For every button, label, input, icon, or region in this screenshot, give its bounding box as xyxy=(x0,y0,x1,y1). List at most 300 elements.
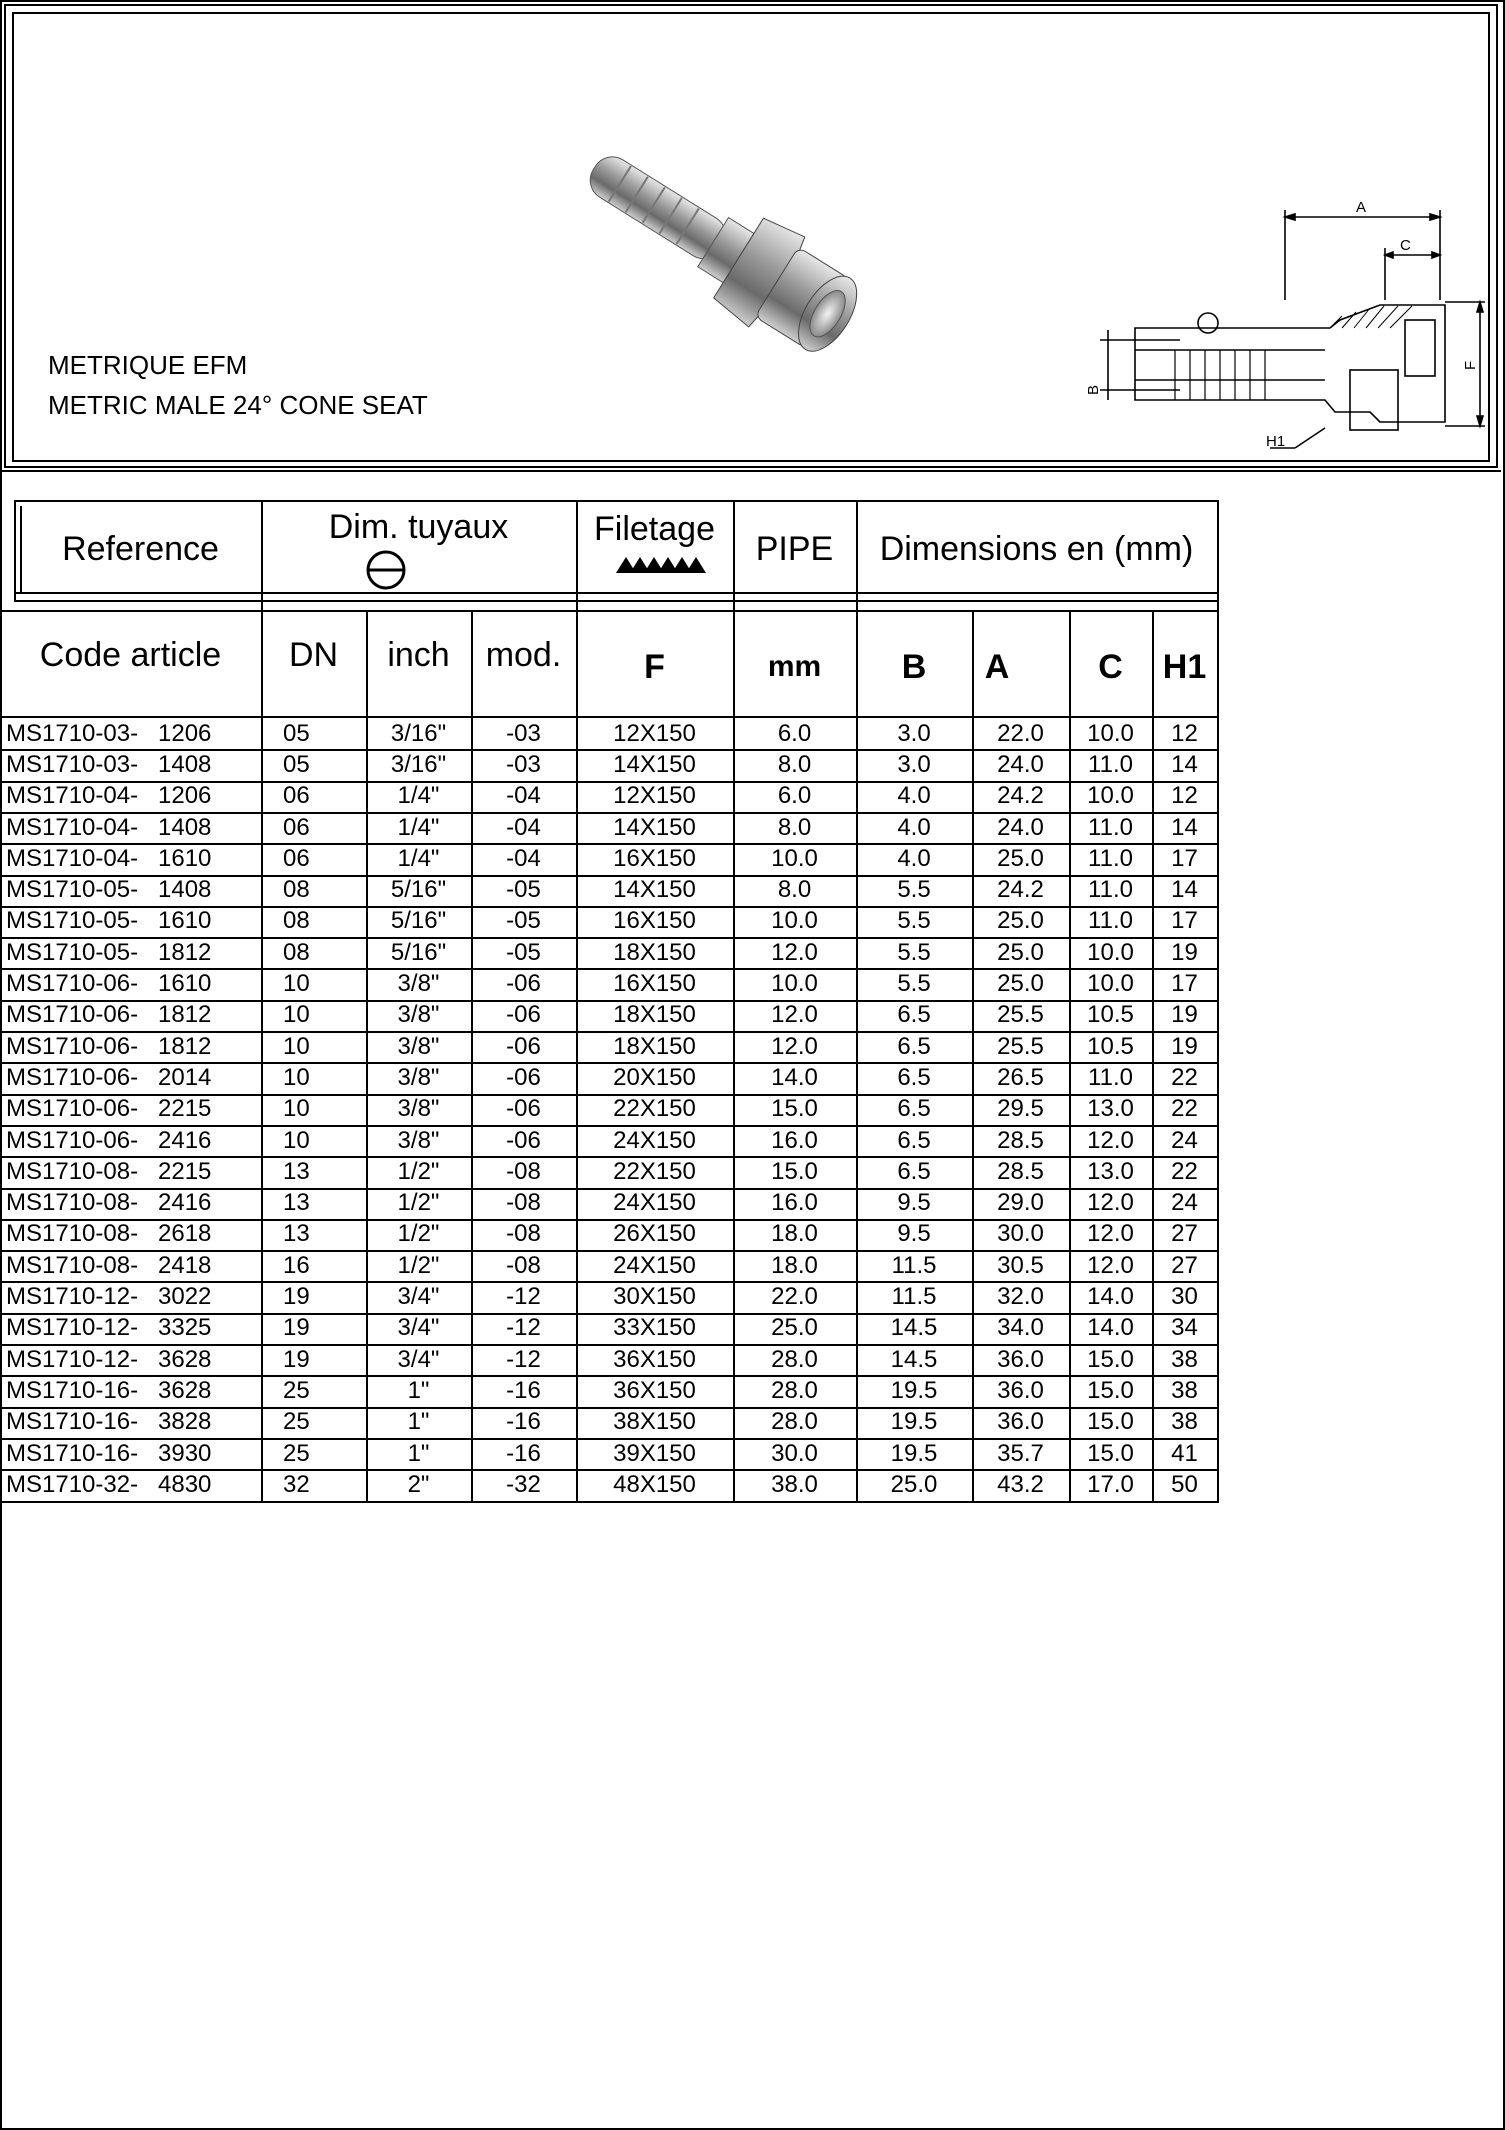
row-a: 43.2 xyxy=(997,1470,1044,1498)
row-size: 1812 xyxy=(158,938,212,966)
row-f: 26X150 xyxy=(613,1220,696,1248)
row-f: 30X150 xyxy=(613,1283,696,1311)
title-french: METRIQUE EFM xyxy=(48,350,248,380)
row-size: 3828 xyxy=(158,1408,212,1436)
row-h1: 30 xyxy=(1171,1283,1198,1311)
row-f: 48X150 xyxy=(613,1470,696,1498)
row-code: MS1710-32- xyxy=(6,1470,139,1498)
row-c: 12.0 xyxy=(1087,1126,1134,1154)
row-a: 36.0 xyxy=(997,1408,1044,1436)
row-mod: -06 xyxy=(506,1032,541,1060)
fitting-product-image xyxy=(560,130,890,370)
row-a: 26.5 xyxy=(997,1063,1044,1091)
row-a: 25.5 xyxy=(997,1032,1044,1060)
row-c: 12.0 xyxy=(1087,1189,1134,1217)
row-size: 2416 xyxy=(158,1189,212,1217)
row-size: 2418 xyxy=(158,1251,212,1279)
row-size: 3930 xyxy=(158,1439,212,1467)
row-h1: 19 xyxy=(1171,1001,1198,1029)
row-f: 18X150 xyxy=(613,1001,696,1029)
row-f: 24X150 xyxy=(613,1251,696,1279)
row-mod: -32 xyxy=(506,1470,541,1498)
header-filetage: Filetage xyxy=(594,509,715,548)
col-dn: DN xyxy=(288,635,339,674)
row-b: 5.5 xyxy=(897,970,931,998)
row-mm: 28.0 xyxy=(771,1345,818,1373)
row-mod: -16 xyxy=(506,1376,541,1404)
row-mm: 6.0 xyxy=(777,719,812,747)
fitting-dimension-drawing xyxy=(1080,190,1500,460)
row-size: 1408 xyxy=(158,750,212,778)
row-dn: 19 xyxy=(283,1314,310,1342)
row-f: 36X150 xyxy=(613,1376,696,1404)
row-code: MS1710-03- xyxy=(6,719,139,747)
row-mod: -08 xyxy=(506,1251,541,1279)
row-h1: 14 xyxy=(1171,876,1198,904)
row-a: 35.7 xyxy=(997,1439,1044,1467)
row-a: 36.0 xyxy=(997,1376,1044,1404)
row-code: MS1710-08- xyxy=(6,1251,139,1279)
row-a: 30.0 xyxy=(997,1220,1044,1248)
col-b: B xyxy=(901,647,927,686)
row-inch: 3/16" xyxy=(390,719,447,747)
row-size: 3325 xyxy=(158,1314,212,1342)
row-h1: 19 xyxy=(1171,1032,1198,1060)
row-mm: 12.0 xyxy=(771,1001,818,1029)
row-a: 24.2 xyxy=(997,782,1044,810)
col-code-article: Code article xyxy=(39,635,222,674)
col-f: F xyxy=(644,647,665,686)
row-mm: 8.0 xyxy=(777,750,812,778)
row-f: 20X150 xyxy=(613,1063,696,1091)
row-code: MS1710-05- xyxy=(6,876,139,904)
row-mm: 12.0 xyxy=(771,938,818,966)
row-h1: 12 xyxy=(1171,719,1198,747)
row-h1: 34 xyxy=(1171,1314,1198,1342)
row-c: 14.0 xyxy=(1087,1314,1134,1342)
row-inch: 5/16" xyxy=(390,907,447,935)
row-dn: 06 xyxy=(283,844,310,872)
row-h1: 27 xyxy=(1171,1220,1198,1248)
row-inch: 1" xyxy=(407,1439,430,1467)
row-mod: -16 xyxy=(506,1408,541,1436)
row-c: 11.0 xyxy=(1088,1063,1133,1091)
row-c: 15.0 xyxy=(1087,1439,1134,1467)
row-f: 12X150 xyxy=(613,782,696,810)
row-code: MS1710-12- xyxy=(6,1345,139,1373)
row-mm: 18.0 xyxy=(771,1220,818,1248)
row-h1: 38 xyxy=(1171,1345,1198,1373)
row-inch: 1/2" xyxy=(397,1189,440,1217)
row-mm: 38.0 xyxy=(771,1470,818,1498)
row-inch: 1/4" xyxy=(397,844,440,872)
row-b: 5.5 xyxy=(897,876,931,904)
row-dn: 10 xyxy=(283,1095,310,1123)
row-inch: 1/4" xyxy=(397,813,440,841)
row-f: 36X150 xyxy=(613,1345,696,1373)
row-b: 4.0 xyxy=(897,813,931,841)
row-a: 24.0 xyxy=(997,750,1044,778)
header-divider xyxy=(0,470,1501,472)
row-mod: -12 xyxy=(506,1314,541,1342)
row-mm: 10.0 xyxy=(771,844,818,872)
row-f: 24X150 xyxy=(613,1126,696,1154)
row-h1: 17 xyxy=(1171,970,1198,998)
row-f: 33X150 xyxy=(613,1314,696,1342)
row-c: 10.5 xyxy=(1087,1001,1134,1029)
row-f: 16X150 xyxy=(613,907,696,935)
row-a: 34.0 xyxy=(997,1314,1044,1342)
row-h1: 50 xyxy=(1171,1470,1198,1498)
thread-icon xyxy=(612,553,708,577)
header-reference: Reference xyxy=(62,529,219,568)
row-code: MS1710-05- xyxy=(6,938,139,966)
row-size: 3628 xyxy=(158,1345,212,1373)
row-dn: 13 xyxy=(283,1220,310,1248)
col-c: C xyxy=(1098,647,1123,686)
row-code: MS1710-06- xyxy=(6,1126,139,1154)
col-h1: H1 xyxy=(1162,647,1207,686)
col-mm: mm xyxy=(767,650,822,683)
row-b: 19.5 xyxy=(890,1376,938,1404)
row-mod: -03 xyxy=(506,719,541,747)
row-f: 16X150 xyxy=(613,844,696,872)
row-h1: 22 xyxy=(1171,1157,1198,1185)
row-c: 11.0 xyxy=(1088,813,1133,841)
row-mod: -08 xyxy=(506,1157,541,1185)
row-mod: -05 xyxy=(506,938,541,966)
row-a: 29.0 xyxy=(997,1189,1044,1217)
row-dn: 06 xyxy=(283,813,310,841)
row-code: MS1710-08- xyxy=(6,1189,139,1217)
row-inch: 2" xyxy=(407,1470,430,1498)
row-size: 3022 xyxy=(158,1283,212,1311)
row-f: 22X150 xyxy=(613,1157,696,1185)
row-b: 3.0 xyxy=(897,719,931,747)
row-size: 1206 xyxy=(158,782,212,810)
row-mm: 18.0 xyxy=(771,1251,818,1279)
row-h1: 38 xyxy=(1171,1408,1198,1436)
row-mod: -05 xyxy=(506,907,541,935)
row-c: 11.0 xyxy=(1088,844,1133,872)
row-mm: 25.0 xyxy=(771,1314,818,1342)
row-size: 2215 xyxy=(158,1095,212,1123)
row-h1: 27 xyxy=(1171,1251,1198,1279)
row-dn: 10 xyxy=(283,1032,310,1060)
row-inch: 3/4" xyxy=(397,1345,440,1373)
row-dn: 08 xyxy=(283,876,310,904)
row-mod: -08 xyxy=(506,1220,541,1248)
row-inch: 3/8" xyxy=(397,1126,440,1154)
row-dn: 13 xyxy=(283,1157,310,1185)
row-mm: 22.0 xyxy=(771,1283,818,1311)
row-dn: 10 xyxy=(283,1001,310,1029)
row-inch: 3/16" xyxy=(390,750,447,778)
row-h1: 14 xyxy=(1171,813,1198,841)
row-a: 22.0 xyxy=(997,719,1044,747)
row-code: MS1710-06- xyxy=(6,1001,139,1029)
row-inch: 1/4" xyxy=(397,782,440,810)
row-size: 1812 xyxy=(158,1032,212,1060)
row-dn: 10 xyxy=(283,1063,310,1091)
row-code: MS1710-04- xyxy=(6,813,139,841)
row-mod: -06 xyxy=(506,1126,541,1154)
row-b: 14.5 xyxy=(890,1345,938,1373)
row-inch: 1" xyxy=(407,1376,430,1404)
row-size: 2014 xyxy=(158,1063,212,1091)
row-c: 15.0 xyxy=(1087,1345,1134,1373)
row-dn: 25 xyxy=(283,1376,310,1404)
row-mm: 15.0 xyxy=(771,1095,818,1123)
row-inch: 3/8" xyxy=(397,1063,440,1091)
row-size: 1610 xyxy=(158,907,212,935)
row-dn: 10 xyxy=(283,1126,310,1154)
row-mm: 10.0 xyxy=(771,970,818,998)
row-mod: -12 xyxy=(506,1345,541,1373)
title-english: METRIC MALE 24° CONE SEAT xyxy=(48,390,428,420)
col-mod: mod. xyxy=(485,635,562,674)
row-b: 14.5 xyxy=(890,1314,938,1342)
row-code: MS1710-05- xyxy=(6,907,139,935)
row-mod: -04 xyxy=(506,813,541,841)
row-inch: 5/16" xyxy=(390,938,447,966)
row-c: 14.0 xyxy=(1087,1283,1134,1311)
row-h1: 24 xyxy=(1171,1189,1198,1217)
row-inch: 1" xyxy=(407,1408,430,1436)
row-a: 28.5 xyxy=(997,1126,1044,1154)
row-size: 1610 xyxy=(158,970,212,998)
row-a: 25.0 xyxy=(997,938,1044,966)
row-inch: 1/2" xyxy=(397,1157,440,1185)
row-a: 36.0 xyxy=(997,1345,1044,1373)
row-mod: -05 xyxy=(506,876,541,904)
row-mod: -06 xyxy=(506,1063,541,1091)
row-b: 4.0 xyxy=(897,844,931,872)
row-size: 2618 xyxy=(158,1220,212,1248)
row-a: 29.5 xyxy=(997,1095,1044,1123)
row-b: 11.5 xyxy=(891,1283,937,1311)
row-mod: -06 xyxy=(506,1095,541,1123)
row-inch: 1/2" xyxy=(397,1251,440,1279)
row-mod: -04 xyxy=(506,782,541,810)
row-h1: 41 xyxy=(1171,1439,1198,1467)
row-f: 18X150 xyxy=(613,1032,696,1060)
row-dn: 08 xyxy=(283,938,310,966)
row-dn: 05 xyxy=(283,719,310,747)
row-mm: 12.0 xyxy=(771,1032,818,1060)
row-c: 11.0 xyxy=(1088,750,1133,778)
row-mm: 10.0 xyxy=(771,907,818,935)
row-code: MS1710-06- xyxy=(6,1095,139,1123)
row-c: 13.0 xyxy=(1087,1157,1134,1185)
row-code: MS1710-12- xyxy=(6,1283,139,1311)
diameter-icon xyxy=(366,550,408,592)
row-code: MS1710-12- xyxy=(6,1314,139,1342)
row-c: 10.0 xyxy=(1087,938,1134,966)
row-b: 19.5 xyxy=(890,1439,938,1467)
col-inch: inch xyxy=(387,635,450,674)
row-b: 25.0 xyxy=(890,1470,938,1498)
row-dn: 19 xyxy=(283,1345,310,1373)
row-code: MS1710-16- xyxy=(6,1376,139,1404)
row-dn: 05 xyxy=(283,750,310,778)
row-a: 24.2 xyxy=(997,876,1044,904)
row-size: 1610 xyxy=(158,844,212,872)
row-b: 6.5 xyxy=(897,1063,931,1091)
row-h1: 24 xyxy=(1171,1126,1198,1154)
row-size: 3628 xyxy=(158,1376,212,1404)
row-b: 3.0 xyxy=(897,750,931,778)
row-f: 14X150 xyxy=(613,750,696,778)
row-code: MS1710-03- xyxy=(6,750,139,778)
row-c: 11.0 xyxy=(1088,907,1133,935)
header-pipe: PIPE xyxy=(755,529,834,568)
row-b: 19.5 xyxy=(890,1408,938,1436)
row-b: 6.5 xyxy=(897,1126,931,1154)
row-b: 6.5 xyxy=(897,1032,931,1060)
row-code: MS1710-04- xyxy=(6,782,139,810)
row-divider xyxy=(0,1501,1219,1503)
row-mm: 30.0 xyxy=(771,1439,818,1467)
row-code: MS1710-06- xyxy=(6,1032,139,1060)
row-code: MS1710-06- xyxy=(6,1063,139,1091)
row-c: 13.0 xyxy=(1087,1095,1134,1123)
row-mm: 28.0 xyxy=(771,1408,818,1436)
row-mod: -03 xyxy=(506,750,541,778)
row-inch: 3/8" xyxy=(397,1095,440,1123)
row-dn: 25 xyxy=(283,1408,310,1436)
row-c: 10.0 xyxy=(1087,782,1134,810)
row-dn: 10 xyxy=(283,970,310,998)
row-inch: 3/8" xyxy=(397,1032,440,1060)
label-f: F xyxy=(1462,360,1479,370)
row-a: 24.0 xyxy=(997,813,1044,841)
row-size: 1812 xyxy=(158,1001,212,1029)
row-mod: -12 xyxy=(506,1283,541,1311)
row-inch: 1/2" xyxy=(397,1220,440,1248)
row-a: 25.5 xyxy=(997,1001,1044,1029)
row-b: 5.5 xyxy=(897,938,931,966)
row-a: 32.0 xyxy=(997,1283,1044,1311)
row-dn: 08 xyxy=(283,907,310,935)
row-c: 15.0 xyxy=(1087,1376,1134,1404)
row-f: 39X150 xyxy=(613,1439,696,1467)
row-size: 2416 xyxy=(158,1126,212,1154)
row-mm: 8.0 xyxy=(777,813,812,841)
row-mod: -04 xyxy=(506,844,541,872)
row-mod: -08 xyxy=(506,1189,541,1217)
row-a: 28.5 xyxy=(997,1157,1044,1185)
row-mod: -06 xyxy=(506,970,541,998)
row-h1: 14 xyxy=(1171,750,1198,778)
row-b: 6.5 xyxy=(897,1001,931,1029)
row-mm: 15.0 xyxy=(771,1157,818,1185)
row-f: 14X150 xyxy=(613,876,696,904)
row-f: 22X150 xyxy=(613,1095,696,1123)
row-size: 2215 xyxy=(158,1157,212,1185)
row-code: MS1710-04- xyxy=(6,844,139,872)
row-b: 4.0 xyxy=(897,782,931,810)
row-a: 30.5 xyxy=(997,1251,1044,1279)
row-inch: 3/8" xyxy=(397,970,440,998)
row-dn: 16 xyxy=(283,1251,310,1279)
row-b: 9.5 xyxy=(897,1220,931,1248)
row-inch: 3/4" xyxy=(397,1283,440,1311)
row-code: MS1710-16- xyxy=(6,1439,139,1467)
row-code: MS1710-08- xyxy=(6,1220,139,1248)
row-code: MS1710-06- xyxy=(6,970,139,998)
row-a: 25.0 xyxy=(997,970,1044,998)
row-c: 10.0 xyxy=(1087,970,1134,998)
row-c: 15.0 xyxy=(1087,1408,1134,1436)
row-h1: 17 xyxy=(1171,844,1198,872)
row-b: 6.5 xyxy=(897,1157,931,1185)
row-code: MS1710-16- xyxy=(6,1408,139,1436)
row-mod: -16 xyxy=(506,1439,541,1467)
row-mod: -06 xyxy=(506,1001,541,1029)
row-h1: 22 xyxy=(1171,1095,1198,1123)
row-h1: 38 xyxy=(1171,1376,1198,1404)
header-dimensions: Dimensions en (mm) xyxy=(879,529,1194,568)
row-h1: 19 xyxy=(1171,938,1198,966)
row-c: 11.0 xyxy=(1088,876,1133,904)
label-c: C xyxy=(1400,237,1411,254)
row-h1: 12 xyxy=(1171,782,1198,810)
row-c: 10.0 xyxy=(1087,719,1134,747)
row-dn: 06 xyxy=(283,782,310,810)
row-h1: 22 xyxy=(1171,1063,1198,1091)
row-f: 38X150 xyxy=(613,1408,696,1436)
row-dn: 19 xyxy=(283,1283,310,1311)
row-f: 16X150 xyxy=(613,970,696,998)
label-b: B xyxy=(1085,384,1102,395)
row-code: MS1710-08- xyxy=(6,1157,139,1185)
row-b: 11.5 xyxy=(891,1251,937,1279)
row-c: 12.0 xyxy=(1087,1220,1134,1248)
row-c: 17.0 xyxy=(1087,1470,1134,1498)
row-b: 9.5 xyxy=(897,1189,931,1217)
row-dn: 32 xyxy=(283,1470,310,1498)
row-size: 1408 xyxy=(158,813,212,841)
row-f: 18X150 xyxy=(613,938,696,966)
row-inch: 3/8" xyxy=(397,1001,440,1029)
row-dn: 13 xyxy=(283,1189,310,1217)
row-c: 12.0 xyxy=(1087,1251,1134,1279)
row-h1: 17 xyxy=(1171,907,1198,935)
row-a: 25.0 xyxy=(997,844,1044,872)
row-size: 4830 xyxy=(158,1470,212,1498)
row-b: 6.5 xyxy=(897,1095,931,1123)
label-a: A xyxy=(1356,199,1367,216)
row-inch: 3/4" xyxy=(397,1314,440,1342)
row-f: 24X150 xyxy=(613,1189,696,1217)
header-dim-tuyaux: Dim. tuyaux xyxy=(328,507,509,546)
row-size: 1408 xyxy=(158,876,212,904)
row-c: 10.5 xyxy=(1087,1032,1134,1060)
label-h1: H1 xyxy=(1266,433,1286,450)
row-mm: 28.0 xyxy=(771,1376,818,1404)
row-mm: 14.0 xyxy=(771,1063,818,1091)
row-mm: 16.0 xyxy=(771,1126,818,1154)
col-a: A xyxy=(984,647,1010,686)
row-f: 12X150 xyxy=(613,719,696,747)
row-f: 14X150 xyxy=(613,813,696,841)
row-mm: 8.0 xyxy=(777,876,812,904)
row-b: 5.5 xyxy=(897,907,931,935)
row-a: 25.0 xyxy=(997,907,1044,935)
row-inch: 5/16" xyxy=(390,876,447,904)
row-size: 1206 xyxy=(158,719,212,747)
